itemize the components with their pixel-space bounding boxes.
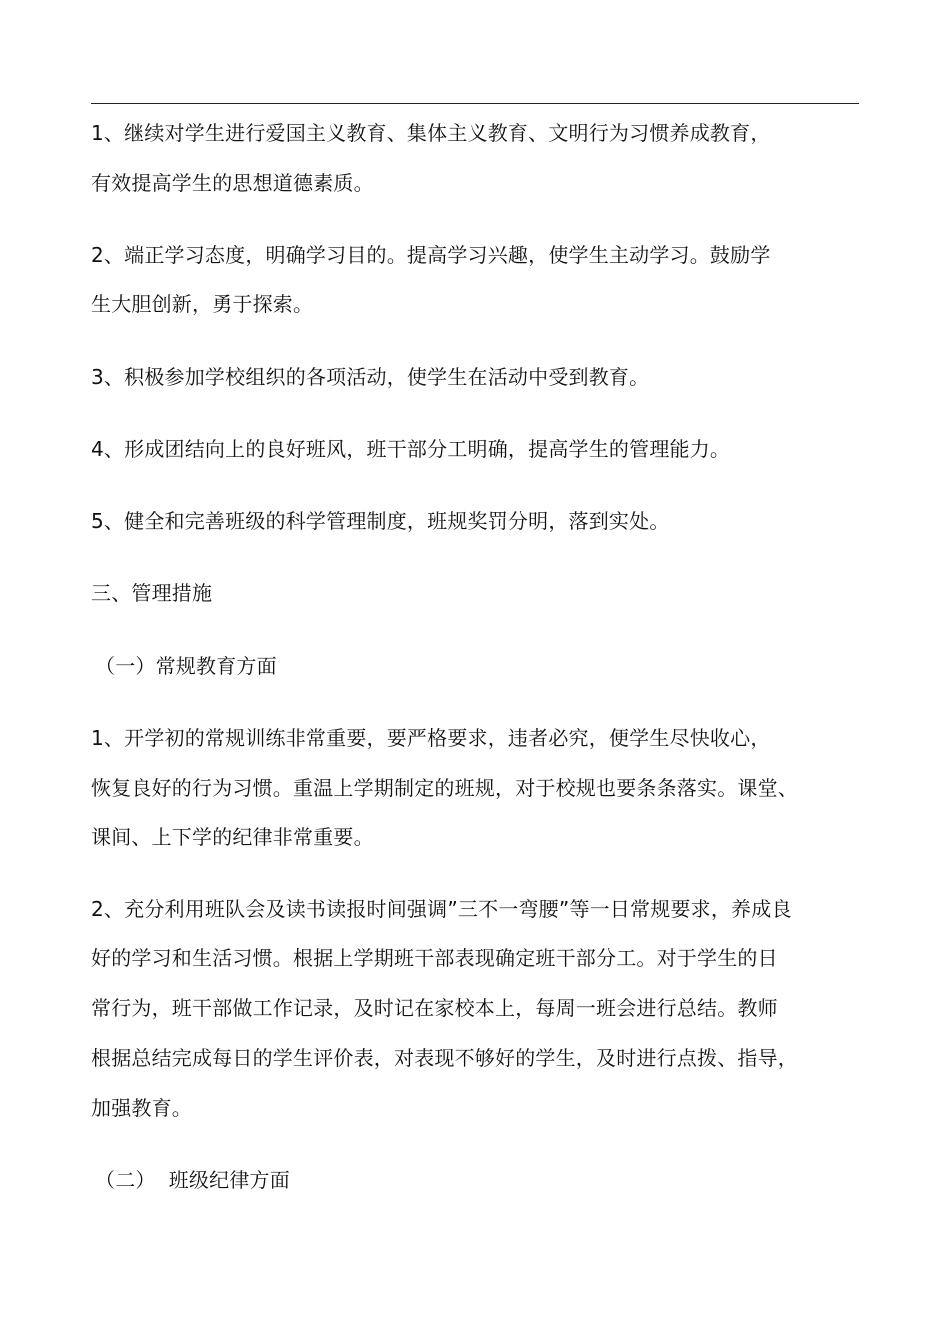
text-line-7: 5、健全和完善班级的科学管理制度，班规奖罚分明，落到实处。 [91,509,670,533]
text-line-4: 生大胆创新，勇于探索。 [91,292,314,316]
subsection-heading-2: （二） 班级纪律方面 [95,1168,290,1192]
section-heading: 三、管理措施 [91,581,213,605]
text-line-5: 3、积极参加学校组织的各项活动，使学生在活动中受到教育。 [91,365,650,389]
text-line-15: 加强教育。 [91,1096,192,1120]
text-line-10: 课间、上下学的纪律非常重要。 [91,825,374,849]
header-divider [91,103,859,104]
text-line-11: 2、充分利用班队会及读书读报时间强调”三不一弯腰”等一日常规要求，养成良 [91,897,792,921]
text-line-9: 恢复良好的行为习惯。重温上学期制定的班规，对于校规也要条条落实。课堂、 [91,776,798,800]
text-line-8: 1、开学初的常规训练非常重要，要严格要求，违者必究，便学生尽快收心， [91,726,771,750]
text-line-1: 1、继续对学生进行爱国主义教育、集体主义教育、文明行为习惯养成教育， [91,121,771,145]
text-line-2: 有效提高学生的思想道德素质。 [91,171,374,195]
text-line-6: 4、形成团结向上的良好班风，班干部分工明确，提高学生的管理能力。 [91,437,731,461]
subsection-heading-1: （一）常规教育方面 [95,654,277,678]
text-line-12: 好的学习和生活习惯。根据上学期班干部表现确定班干部分工。对于学生的日 [91,946,778,970]
text-line-13: 常行为，班干部做工作记录，及时记在家校本上，每周一班会进行总结。教师 [91,996,778,1020]
text-line-3: 2、端正学习态度，明确学习目的。提高学习兴趣，使学生主动学习。鼓励学 [91,243,771,267]
text-line-14: 根据总结完成每日的学生评价表，对表现不够好的学生，及时进行点拨、指导， [91,1046,798,1070]
